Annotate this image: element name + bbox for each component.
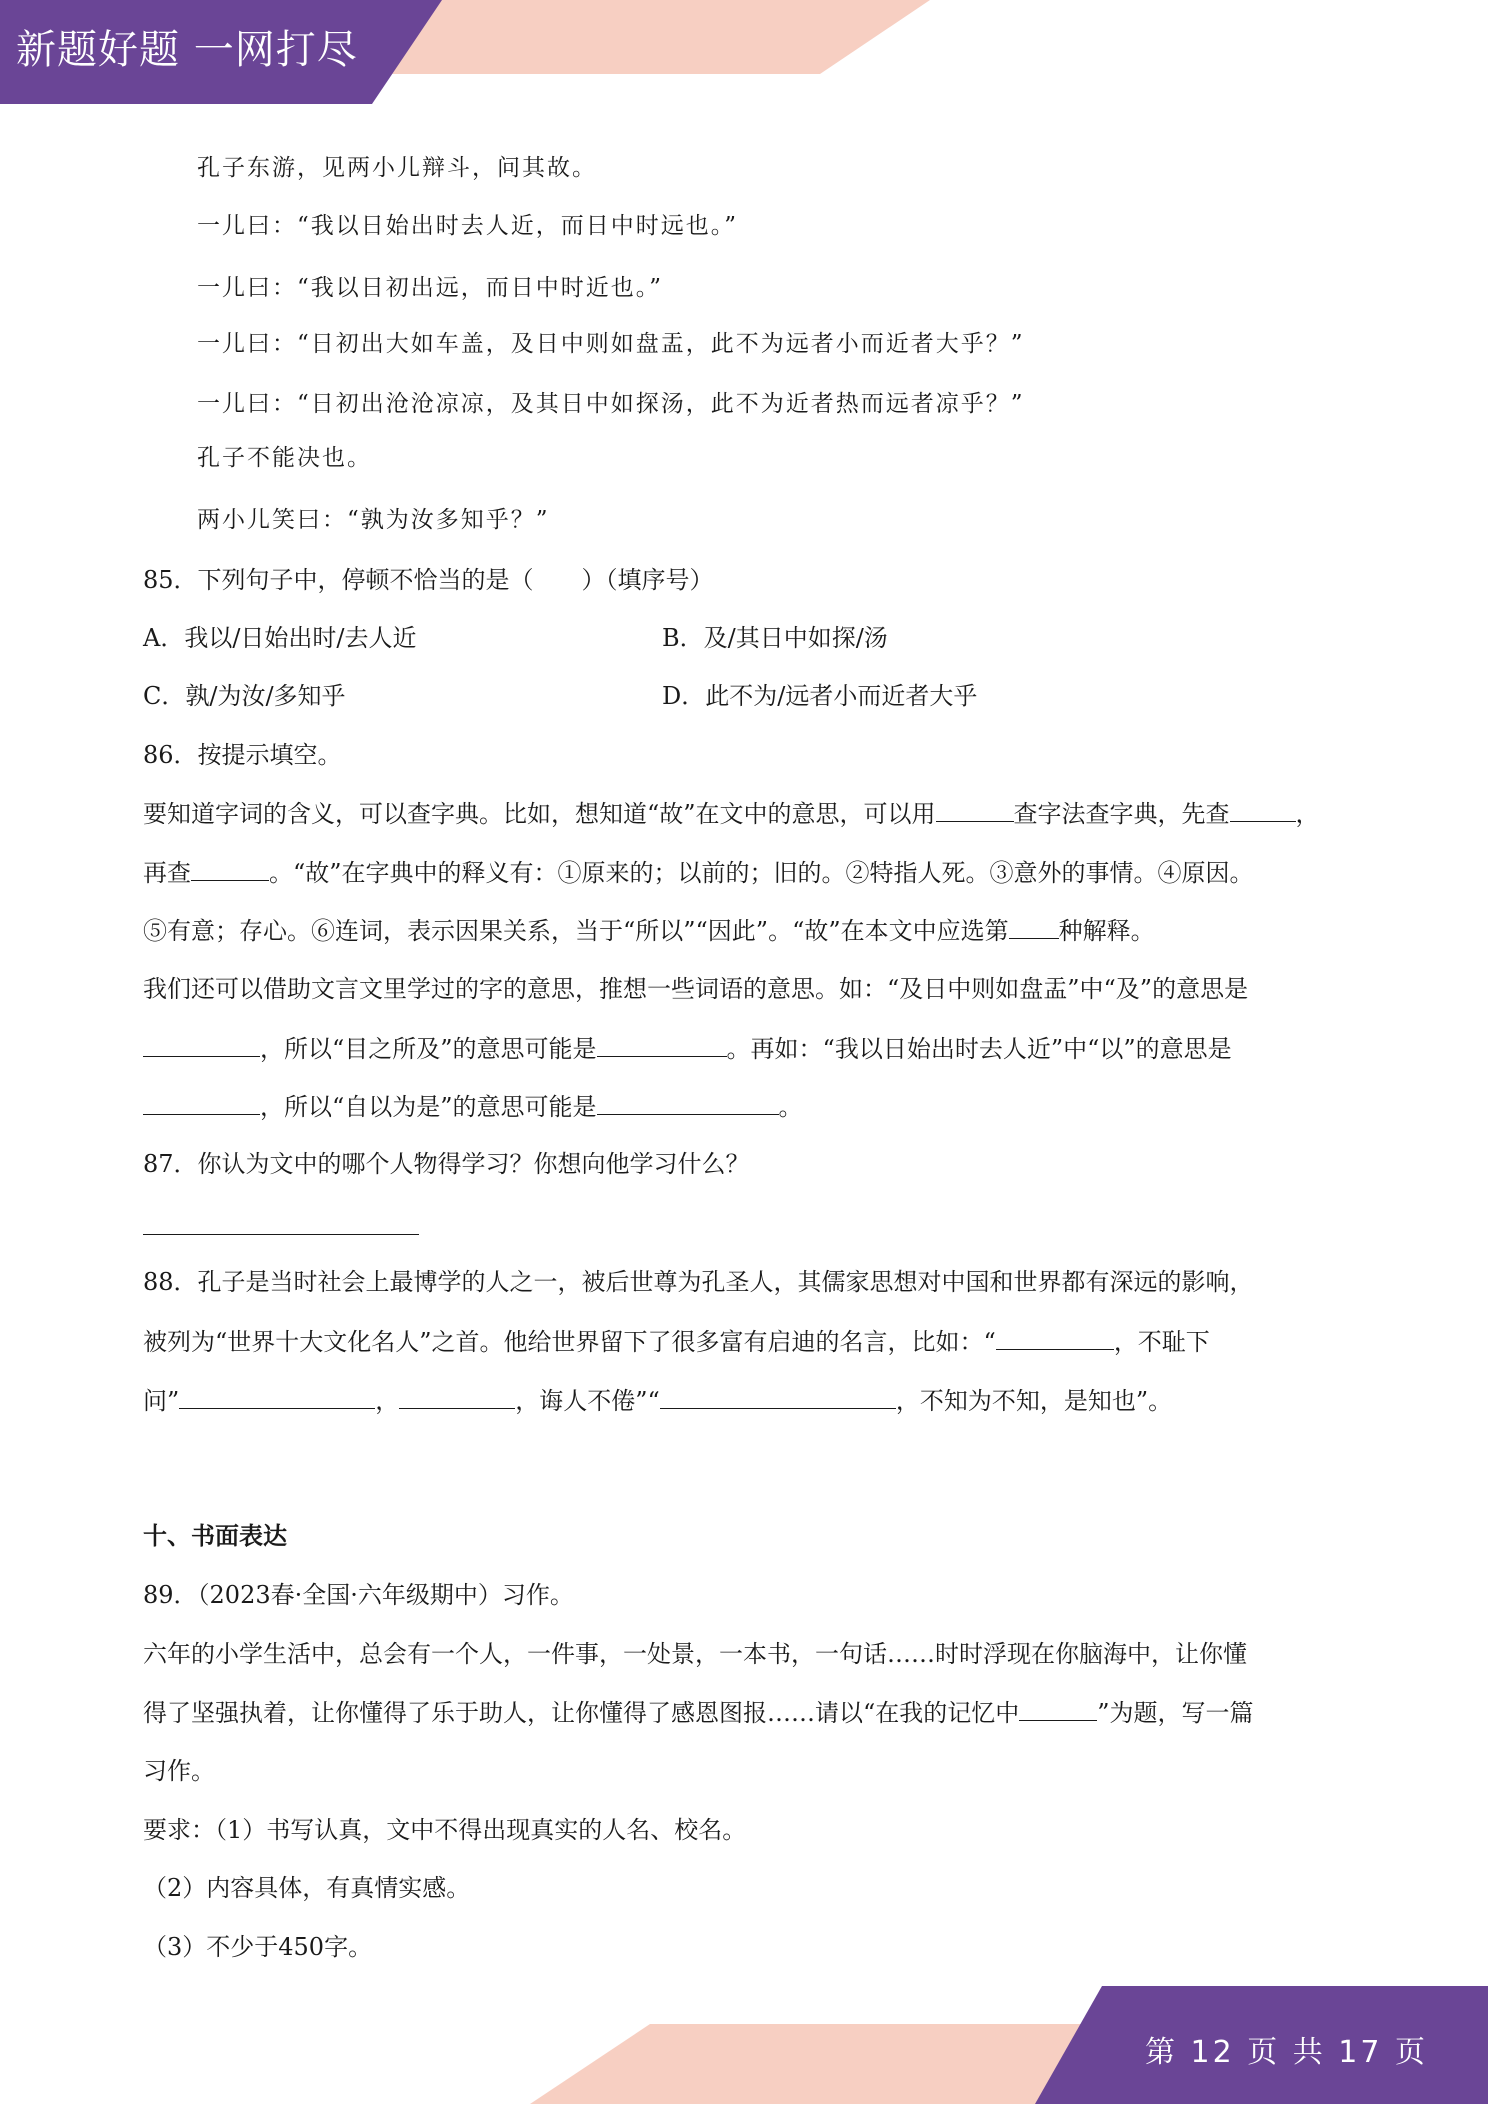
passage-line: 两小儿笑曰：“孰为汝多知乎？” [197, 507, 550, 533]
answer-blank[interactable] [597, 1090, 779, 1115]
question-86-line [143, 1032, 1232, 1065]
text: ，不耻下 [1113, 1328, 1210, 1356]
passage-line: 一儿曰：“日初出大如车盖，及日中则如盘盂，此不为远者小而近者大乎？” [197, 331, 1025, 357]
text: 要知道字词的含义，可以查字典。比如，想知道“故”在文中的意思，可以用 [143, 800, 936, 828]
answer-blank[interactable] [143, 1234, 419, 1235]
question-89-requirement: （3）不少于450字。 [143, 1933, 373, 1961]
text: 。“故”在字典中的释义有：①原来的；以前的；旧的。②特指人死。③意外的事情。④原因。 [269, 859, 1254, 887]
answer-blank[interactable] [1019, 1696, 1097, 1721]
question-86-line [143, 797, 1320, 830]
question-89-prompt: 六年的小学生活中，总会有一个人，一件事，一处景，一本书，一句话……时时浮现在你脑海中，让你懂 [143, 1640, 1247, 1668]
answer-blank[interactable] [660, 1384, 896, 1409]
question-87-stem: 87．你认为文中的哪个人物得学习？你想向他学习什么？ [143, 1150, 750, 1178]
answer-blank[interactable] [936, 797, 1014, 822]
question-88-line [143, 1325, 1210, 1358]
question-86-line [143, 914, 1155, 947]
question-85-option-b: B．及/其日中如探/汤 [662, 624, 888, 652]
passage-line: 一儿曰：“我以日初出远，而日中时近也。” [197, 275, 664, 301]
text: 。再如：“我以日始出时去人近”中“以”的意思是 [726, 1035, 1232, 1063]
question-85-option-c: C．孰/为汝/多知乎 [143, 682, 346, 710]
passage-line: 孔子不能决也。 [197, 445, 372, 471]
section-heading: 十、书面表达 [143, 1522, 287, 1550]
question-86-stem: 86．按提示填空。 [143, 741, 342, 769]
question-88-line [143, 1384, 1172, 1417]
question-88-line: 88．孔子是当时社会上最博学的人之一，被后世尊为孔圣人，其儒家思想对中国和世界都有深远的影响， [143, 1268, 1254, 1296]
text: ，所以“目之所及”的意思可能是 [260, 1035, 597, 1063]
answer-blank[interactable] [143, 1090, 260, 1115]
question-89-prompt: 习作。 [143, 1757, 215, 1785]
passage-line: 孔子东游，见两小儿辩斗，问其故。 [197, 155, 597, 181]
answer-blank[interactable] [1230, 797, 1296, 822]
question-89-stem: 89．（2023春·全国·六年级期中）习作。 [143, 1581, 574, 1609]
answer-blank[interactable] [597, 1032, 727, 1057]
text: 种解释。 [1058, 917, 1155, 945]
text: ， [1295, 800, 1320, 828]
text: 问” [143, 1387, 180, 1415]
text: ，诲人不倦”“ [515, 1387, 660, 1415]
question-89-requirement: （2）内容具体，有真情实感。 [143, 1874, 471, 1902]
question-86-line [143, 1090, 803, 1123]
question-89-prompt [143, 1696, 1254, 1729]
answer-blank[interactable] [1009, 914, 1059, 939]
text: 。 [778, 1093, 803, 1121]
text: ”为题，写一篇 [1097, 1699, 1254, 1727]
header-banner [0, 0, 1488, 110]
text: ， [375, 1387, 400, 1415]
question-86-line: 我们还可以借助文言文里学过的字的意思，推想一些词语的意思。如：“及日中则如盘盂”中“及”的意思是 [143, 975, 1249, 1003]
question-85-stem: 85．下列句子中，停顿不恰当的是（ ）（填序号） [143, 566, 714, 594]
text: ，不知为不知，是知也”。 [895, 1387, 1173, 1415]
header-title: 新题好题 一网打尽 [16, 27, 358, 73]
answer-blank[interactable] [996, 1325, 1114, 1350]
text: ⑤有意；存心。⑥连词，表示因果关系，当于“所以”“因此”。“故”在本文中应选第 [143, 917, 1009, 945]
question-85-option-a: A．我以/日始出时/去人近 [143, 624, 417, 652]
answer-blank[interactable] [399, 1384, 515, 1409]
answer-blank[interactable] [143, 1032, 260, 1057]
text: ，所以“自以为是”的意思可能是 [260, 1093, 597, 1121]
passage-line: 一儿曰：“日初出沧沧凉凉，及其日中如探汤，此不为近者热而远者凉乎？” [197, 391, 1025, 417]
page-number: 第 12 页 共 17 页 [1144, 2035, 1428, 2070]
answer-blank[interactable] [191, 856, 269, 881]
question-86-line [143, 856, 1254, 889]
text: 被列为“世界十大文化名人”之首。他给世界留下了很多富有启迪的名言，比如：“ [143, 1328, 996, 1356]
answer-blank[interactable] [179, 1384, 375, 1409]
question-85-option-d: D．此不为/远者小而近者大乎 [662, 682, 978, 710]
passage-line: 一儿曰：“我以日始出时去人近，而日中时远也。” [197, 213, 739, 239]
text: 得了坚强执着，让你懂得了乐于助人，让你懂得了感恩图报……请以“在我的记忆中 [143, 1699, 1020, 1727]
question-89-requirement: 要求：（1）书写认真，文中不得出现真实的人名、校名。 [143, 1816, 747, 1844]
text: 查字法查字典，先查 [1013, 800, 1230, 828]
text: 再查 [143, 859, 191, 887]
